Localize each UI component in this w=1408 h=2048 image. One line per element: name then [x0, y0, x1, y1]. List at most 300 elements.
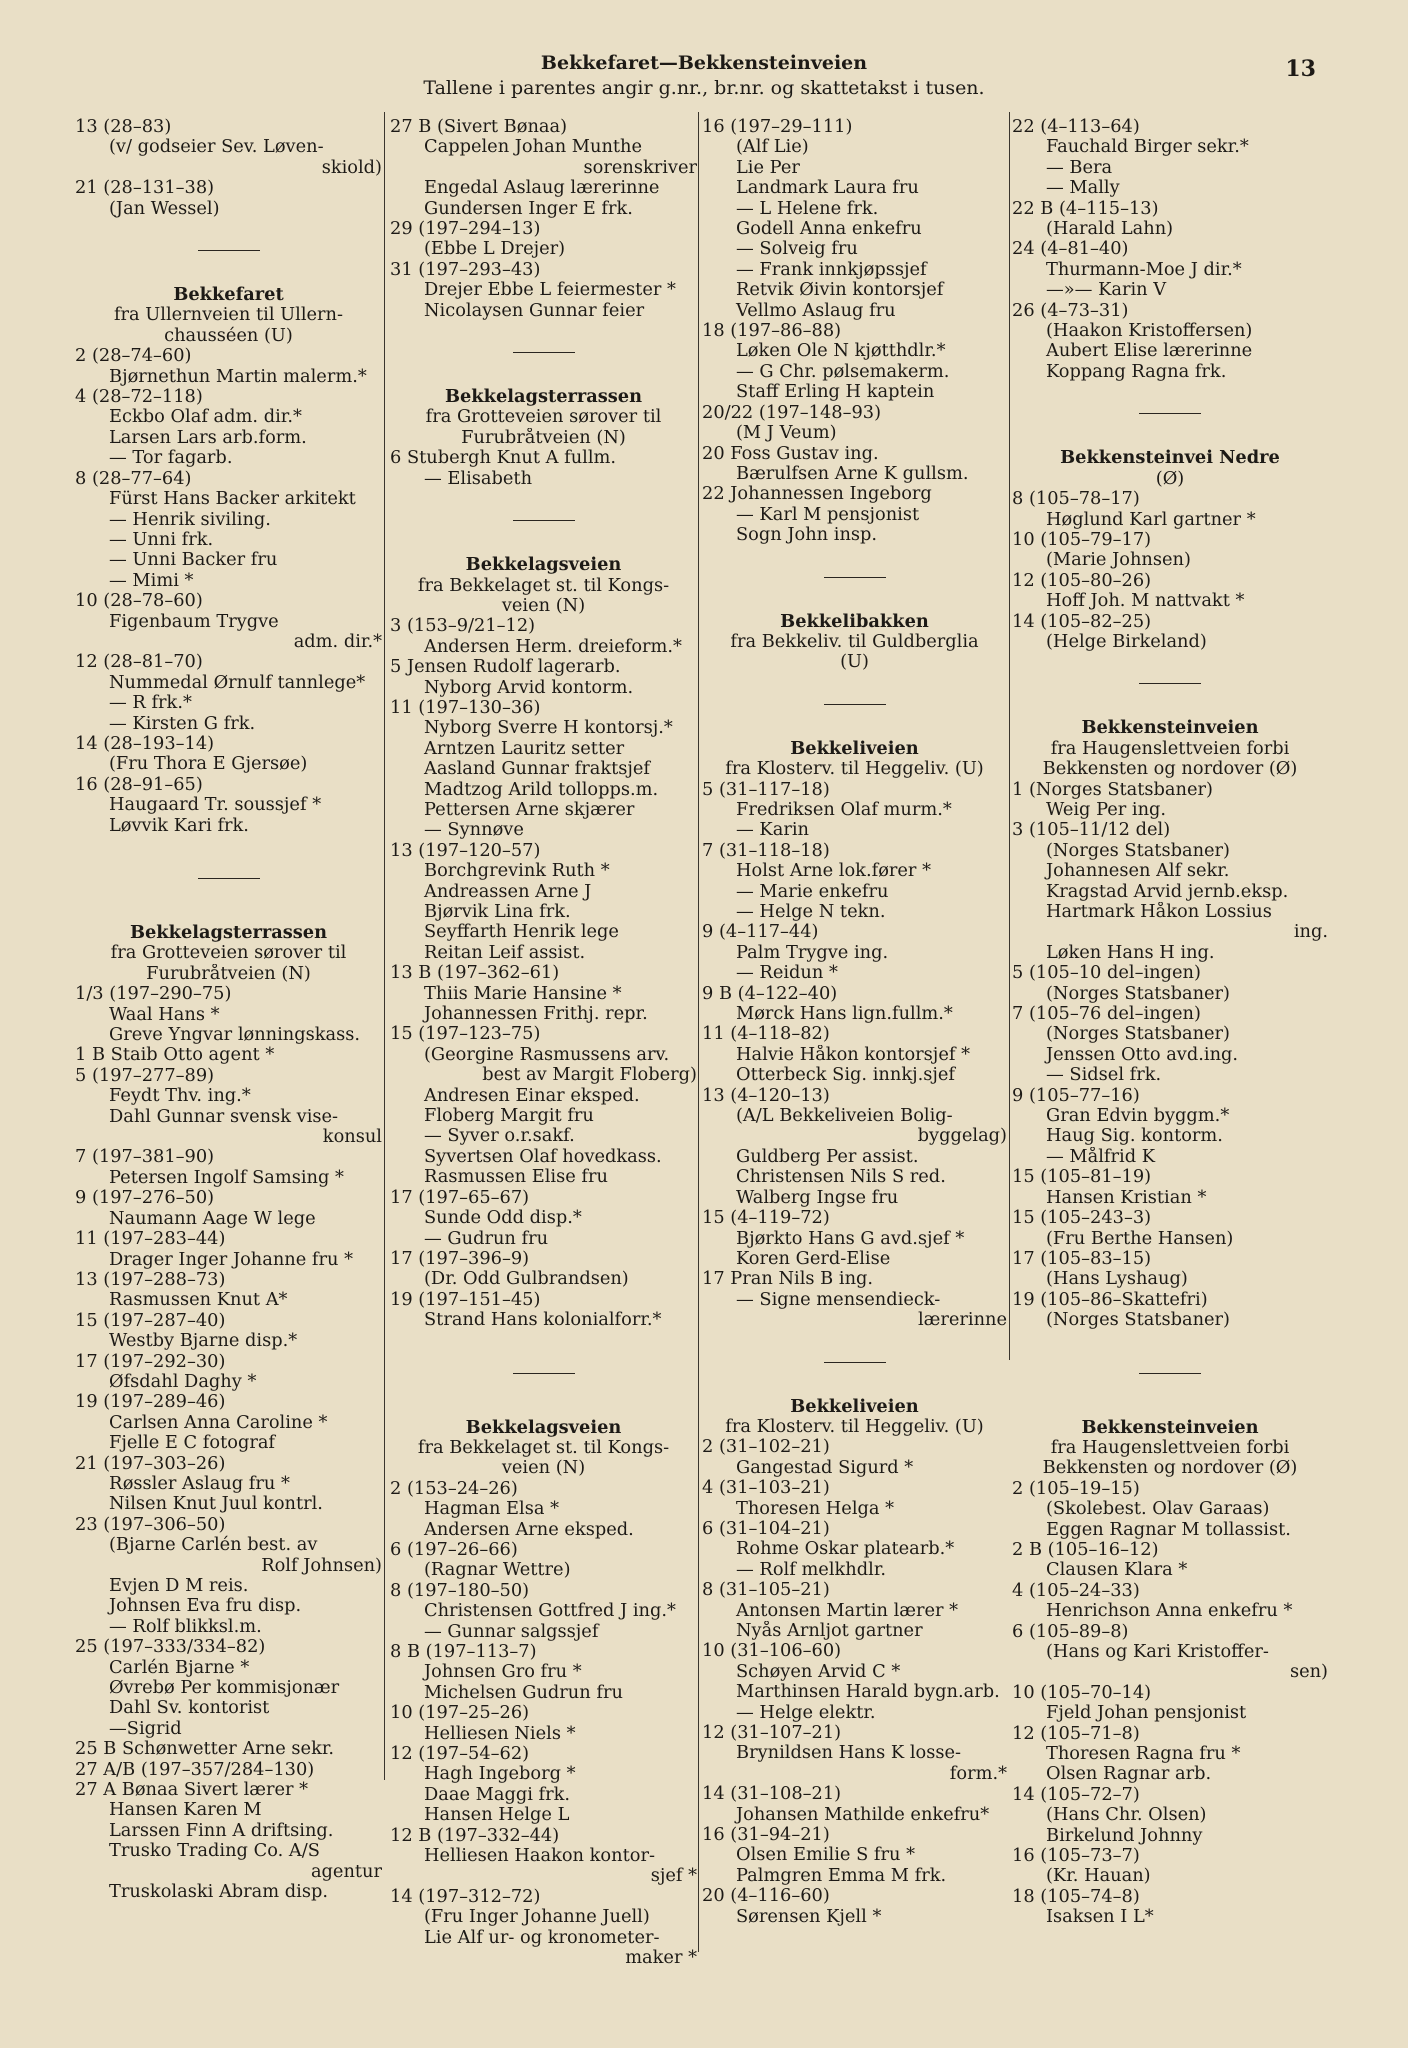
section-divider: [513, 352, 575, 353]
entry-resident: sjef *: [650, 1866, 697, 1887]
entry-resident: Nyborg Arvid kontorm.: [424, 677, 634, 698]
section-divider: [513, 520, 575, 521]
entry-resident: Waal Hans *: [109, 1004, 220, 1025]
entry-address: 14 (105–72–7): [1012, 1784, 1140, 1805]
street-description: veien (N): [501, 595, 586, 616]
entry-resident: Bærulfsen Arne K gullsm.: [736, 463, 969, 484]
entry-address: 31 (197–293–43): [390, 259, 541, 280]
entry-resident: Helliesen Haakon kontor-: [424, 1846, 655, 1867]
entry-resident: — Unni frk.: [109, 529, 214, 550]
entry-resident: — Bera: [1046, 157, 1113, 178]
entry-address: 17 (197–65–67): [390, 1187, 530, 1208]
entry-resident: Hansen Karen M: [109, 1800, 262, 1821]
entry-address: 19 (197–151–45): [390, 1289, 541, 1310]
entry-resident: — Karl M pensjonist: [736, 504, 920, 525]
entry-resident: Høglund Karl gartner *: [1046, 509, 1256, 530]
entry-resident: Øvrebø Per kommisjonær: [109, 1678, 340, 1699]
entry-address: 19 (197–289–46): [75, 1392, 226, 1413]
entry-resident: Fürst Hans Backer arkitekt: [109, 489, 356, 510]
entry-resident: Bjørkto Hans G avd.sjef *: [736, 1228, 965, 1249]
column-3: [702, 117, 1007, 1927]
entry-resident: sen): [1289, 1662, 1328, 1683]
entry-resident: Olsen Ragnar arb.: [1046, 1764, 1212, 1785]
entry-resident: Isaksen I L*: [1046, 1907, 1154, 1928]
entry-resident: skiold): [321, 157, 382, 178]
page-number: 13: [1285, 56, 1316, 82]
entry-address: 11 (197–130–36): [390, 697, 541, 718]
entry-resident: — Gudrun fru: [424, 1228, 549, 1249]
street-heading: Bekkensteinveien: [1081, 718, 1259, 739]
entry-address: 2 (31–102–21): [702, 1437, 830, 1458]
entry-address: 15 (105–243–3): [1012, 1208, 1152, 1229]
entry-address: 12 (105–80–26): [1012, 570, 1152, 591]
entry-resident: Vellmo Aslaug fru: [736, 300, 896, 321]
entry-address: 5 (197–277–89): [75, 1065, 215, 1086]
entry-resident: Hansen Kristian *: [1046, 1187, 1207, 1208]
entry-resident: Fauchald Birger sekr.*: [1046, 137, 1249, 158]
street-description: chausséen (U): [164, 325, 293, 346]
entry-address: 22 Johannessen Ingeborg: [702, 484, 932, 505]
entry-resident: Øfsdahl Daghy *: [109, 1371, 257, 1392]
entry-resident: (Fru Inger Johanne Juell): [424, 1907, 650, 1928]
entry-resident: (Norges Statsbaner): [1046, 983, 1230, 1004]
entry-resident: Bjørvik Lina frk.: [424, 902, 571, 922]
entry-resident: Guldberg Per assist.: [736, 1146, 919, 1167]
entry-resident: (Ebbe L Drejer): [424, 239, 566, 260]
entry-resident: Christensen Gottfred J ing.*: [424, 1601, 676, 1622]
entry-address: 18 (197–86–88): [702, 321, 842, 342]
street-heading: Bekkeliveien: [790, 1396, 919, 1417]
entry-resident: Andreassen Arne J: [424, 881, 592, 902]
entry-resident: —»— Karin V: [1046, 280, 1167, 301]
entry-address: 21 (197–303–26): [75, 1453, 226, 1474]
entry-resident: Nicolaysen Gunnar feier: [424, 300, 645, 321]
street-description: fra Klosterv. til Heggeliv. (U): [725, 1416, 984, 1437]
street-description: fra Haugenslettveien forbi: [1050, 738, 1290, 759]
entry-address: 12 (105–71–8): [1012, 1723, 1140, 1744]
entry-resident: (Dr. Odd Gulbrandsen): [424, 1269, 629, 1290]
entry-resident: lærerinne: [917, 1310, 1007, 1331]
entry-resident: Rasmussen Knut A*: [109, 1290, 288, 1311]
entry-address: 12 (31–107–21): [702, 1723, 842, 1744]
entry-resident: Retvik Øivin kontorsjef: [736, 280, 944, 301]
entry-resident: — Sidsel frk.: [1046, 1065, 1162, 1086]
entry-resident: (Alf Lie): [736, 137, 809, 158]
entry-address: 6 (105–89–8): [1012, 1621, 1129, 1642]
entry-resident: Christensen Nils S red.: [736, 1167, 946, 1188]
entry-address: 5 Jensen Rudolf lagerarb.: [390, 657, 621, 678]
entry-resident: Daae Maggi frk.: [424, 1784, 571, 1805]
entry-address: 13 B (197–362–61): [390, 963, 560, 984]
section-divider: [824, 1362, 886, 1363]
street-description: fra Bekkelaget st. til Kongs-: [417, 1437, 670, 1458]
entry-resident: Nyås Arnljot gartner: [736, 1621, 923, 1641]
entry-resident: Otterbeck Sig. innkj.sjef: [736, 1065, 956, 1086]
street-description: (Ø): [1155, 468, 1185, 489]
entry-resident: Sørensen Kjell *: [736, 1906, 882, 1927]
entry-resident: Carlén Bjarne *: [109, 1657, 250, 1678]
entry-address: 6 (31–104–21): [702, 1518, 830, 1539]
entry-resident: — Solveig fru: [736, 239, 858, 260]
entry-resident: (v/ godseier Sev. Løven-: [109, 137, 324, 158]
entry-resident: — Syver o.r.sakf.: [424, 1126, 575, 1147]
entry-resident: Drejer Ebbe L feiermester *: [424, 280, 676, 301]
entry-resident: Jenssen Otto avd.ing.: [1046, 1044, 1239, 1065]
entry-address: 12 (28–81–70): [75, 652, 203, 673]
street-description: Furubråtveien (N): [146, 963, 311, 984]
entry-address: 4 (31–103–21): [702, 1478, 830, 1499]
entry-resident: Eggen Ragnar M tollassist.: [1046, 1519, 1291, 1540]
entry-resident: Rohme Oskar platearb.*: [736, 1539, 955, 1560]
entry-resident: Haugaard Tr. soussjef *: [109, 795, 322, 816]
entry-resident: — Signe mensendieck-: [736, 1289, 941, 1310]
street-description: fra Grotteveien sørover til: [110, 943, 347, 964]
entry-address: 4 (105–24–33): [1012, 1580, 1140, 1601]
entry-resident: (Fru Thora E Gjersøe): [109, 754, 308, 775]
entry-resident: Løvvik Kari frk.: [109, 815, 249, 836]
entry-resident: Rolf Johnsen): [261, 1555, 382, 1576]
street-heading: Bekkefaret: [173, 285, 284, 306]
entry-resident: (Norges Statsbaner): [1046, 1310, 1230, 1331]
entry-resident: Hansen Helge L: [424, 1805, 570, 1826]
entry-resident: form.*: [949, 1763, 1007, 1784]
entry-address: 2 (105–19–15): [1012, 1478, 1140, 1499]
entry-address: 19 (105–86–Skattefri): [1012, 1289, 1208, 1310]
entry-resident: Palmgren Emma M frk.: [736, 1865, 947, 1886]
entry-resident: (Hans Chr. Olsen): [1046, 1805, 1207, 1826]
street-heading: Bekkelagsveien: [465, 555, 622, 576]
entry-resident: (Jan Wessel): [109, 198, 220, 219]
street-description: Bekkensten og nordover (Ø): [1042, 1458, 1298, 1479]
entry-address: 17 (105–83–15): [1012, 1248, 1152, 1269]
entry-resident: — Synnøve: [424, 820, 524, 841]
entry-resident: Hartmark Håkon Lossius: [1046, 902, 1272, 922]
entry-resident: (Fru Berthe Hansen): [1046, 1228, 1234, 1249]
street-description: fra Bekkelaget st. til Kongs-: [417, 575, 670, 596]
entry-resident: maker *: [625, 1948, 697, 1969]
entry-resident: (Georgine Rasmussens arv.: [424, 1044, 670, 1065]
entry-resident: — Mimi *: [109, 570, 194, 591]
entry-address: 29 (197–294–13): [390, 219, 541, 240]
entry-address: 5 (105–10 del–ingen): [1012, 963, 1201, 984]
entry-resident: Johnsen Gro fru *: [424, 1662, 582, 1683]
entry-address: 3 (105–11/12 del): [1012, 820, 1171, 841]
entry-address: 11 (197–283–44): [75, 1229, 226, 1250]
entry-resident: Larsen Lars arb.form.: [109, 427, 307, 448]
entry-address: 7 (105–76 del–ingen): [1012, 1004, 1201, 1025]
entry-address: 16 (31–94–21): [702, 1825, 830, 1846]
page-title: Bekkefaret—Bekkensteinveien: [540, 52, 868, 74]
entry-resident: Hagh Ingeborg *: [424, 1764, 576, 1785]
entry-resident: Godell Anna enkefru: [736, 219, 922, 240]
entry-resident: — Mally: [1046, 178, 1120, 199]
entry-resident: (Skolebest. Olav Garaas): [1046, 1499, 1270, 1520]
entry-resident: Røssler Aslaug fru *: [109, 1473, 290, 1494]
section-divider: [198, 878, 260, 879]
entry-resident: Pettersen Arne skjærer: [424, 799, 635, 820]
entry-address: 14 (197–312–72): [390, 1886, 541, 1907]
entry-resident: Truskolaski Abram disp.: [109, 1882, 329, 1903]
entry-resident: (Harald Lahn): [1046, 219, 1174, 240]
entry-address: 15 (197–123–75): [390, 1024, 541, 1045]
entry-resident: Cappelen Johan Munthe: [424, 137, 643, 158]
entry-resident: — Henrik siviling.: [109, 509, 271, 530]
entry-address: 5 (31–117–18): [702, 779, 830, 800]
entry-resident: Johannessen Frithj. repr.: [424, 1004, 648, 1025]
entry-address: 4 (28–72–118): [75, 387, 203, 408]
entry-resident: Løken Ole N kjøtthdlr.*: [736, 341, 946, 362]
entry-resident: — Tor fagarb.: [109, 448, 233, 469]
entry-resident: byggelag): [917, 1126, 1007, 1147]
entry-resident: — Reidun *: [736, 963, 838, 984]
entry-address: 21 (28–131–38): [75, 178, 215, 199]
entry-resident: Koppang Ragna frk.: [1046, 361, 1227, 382]
street-heading: Bekkeliveien: [790, 738, 919, 759]
entry-resident: konsul: [322, 1127, 382, 1148]
entry-resident: Brynildsen Hans K losse-: [736, 1743, 962, 1764]
entry-resident: best av Margit Floberg): [482, 1065, 697, 1086]
entry-resident: Greve Yngvar lønningskass.: [109, 1025, 361, 1046]
street-heading: Bekkelagsterrassen: [129, 923, 328, 943]
entry-address: 2 (153–24–26): [390, 1478, 518, 1499]
entry-resident: Marthinsen Harald bygn.arb.: [736, 1682, 1000, 1703]
entry-resident: Nilsen Knut Juul kontrl.: [109, 1494, 323, 1515]
column-2: [390, 117, 697, 1969]
entry-resident: Fredriksen Olaf murm.*: [736, 799, 952, 820]
entry-resident: Floberg Margit fru: [424, 1106, 594, 1127]
entry-resident: Nummedal Ørnulf tannlege*: [109, 672, 366, 693]
entry-resident: adm. dir.*: [293, 631, 382, 652]
street-heading: Bekkelagsterrassen: [444, 387, 643, 408]
entry-resident: Johansen Mathilde enkefru*: [736, 1804, 990, 1825]
entry-address: 27 A Bønaa Sivert lærer *: [75, 1780, 309, 1801]
entry-resident: Sunde Odd disp.*: [424, 1208, 582, 1229]
entry-resident: Naumann Aage W lege: [109, 1208, 316, 1229]
entry-address: 7 (31–118–18): [702, 840, 830, 861]
page-subtitle: Tallene i parentes angir g.nr., br.nr. og skattetakst i tusen.: [423, 77, 985, 99]
entry-resident: — Unni Backer fru: [109, 550, 278, 571]
entry-address: 7 (197–381–90): [75, 1147, 215, 1168]
street-description: fra Bekkeliv. til Guldberglia: [730, 631, 979, 652]
entry-resident: Fjeld Johan pensjonist: [1046, 1703, 1247, 1724]
entry-resident: Gundersen Inger E frk.: [424, 198, 633, 219]
entry-resident: Madtzog Arild tollopps.m.: [424, 779, 659, 800]
entry-resident: ing.: [1293, 922, 1328, 943]
entry-address: 10 (105–79–17): [1012, 529, 1152, 550]
entry-resident: Helliesen Niels *: [424, 1723, 576, 1744]
entry-resident: Gangestad Sigurd *: [736, 1457, 914, 1478]
entry-resident: Koren Gerd-Elise: [736, 1248, 891, 1269]
entry-address: 13 (4–120–13): [702, 1085, 830, 1106]
entry-resident: Nyborg Sverre H kontorsj.*: [424, 718, 673, 739]
entry-address: 22 B (4–115–13): [1012, 198, 1159, 219]
entry-resident: Mørck Hans lign.fullm.*: [736, 1004, 953, 1025]
entry-address: 8 (197–180–50): [390, 1580, 530, 1601]
column-divider: [698, 112, 699, 1952]
entry-resident: — Kirsten G frk.: [109, 713, 256, 734]
entry-resident: Weig Per ing.: [1046, 799, 1167, 820]
entry-address: 15 (105–81–19): [1012, 1167, 1152, 1188]
entry-resident: (Hans og Kari Kristoffer-: [1046, 1642, 1269, 1662]
entry-resident: Andersen Arne eksped.: [424, 1519, 634, 1540]
entry-resident: — Marie enkefru: [736, 881, 889, 902]
entry-resident: Evjen D M reis.: [109, 1576, 249, 1596]
entry-resident: Walberg Ingse fru: [736, 1187, 899, 1208]
section-divider: [1139, 683, 1201, 684]
street-heading: Bekkelibakken: [780, 611, 929, 632]
entry-resident: —Sigrid: [109, 1718, 182, 1739]
street-description: veien (N): [501, 1458, 586, 1479]
entry-address: 13 (197–120–57): [390, 840, 541, 861]
entry-address: 18 (105–74–8): [1012, 1886, 1140, 1907]
entry-address: 9 B (4–122–40): [702, 983, 838, 1004]
entry-resident: — Rolf melkhdlr.: [736, 1559, 887, 1580]
entry-resident: (Hans Lyshaug): [1046, 1269, 1188, 1290]
entry-resident: Petersen Ingolf Samsing *: [109, 1167, 344, 1188]
entry-resident: Antonsen Martin lærer *: [736, 1600, 959, 1621]
entry-resident: — Elisabeth: [424, 468, 533, 489]
entry-address: 22 (4–113–64): [1012, 117, 1140, 137]
entry-resident: Staff Erling H kaptein: [736, 382, 935, 403]
entry-resident: Thurmann-Moe J dir.*: [1046, 259, 1242, 280]
entry-resident: — G Chr. pølsemakerm.: [736, 361, 950, 382]
entry-address: 1/3 (197–290–75): [75, 984, 232, 1005]
entry-address: 14 (105–82–25): [1012, 611, 1152, 632]
column-4: [1012, 117, 1328, 1928]
entry-address: 8 (31–105–21): [702, 1580, 830, 1601]
entry-address: 6 (197–26–66): [390, 1539, 518, 1560]
entry-address: 8 (105–78–17): [1012, 489, 1140, 510]
entry-address: 13 (28–83): [75, 117, 172, 137]
entry-address: 8 (28–77–64): [75, 468, 192, 489]
entry-resident: (M J Veum): [736, 423, 837, 444]
entry-resident: — Helge N tekn.: [736, 902, 886, 922]
entry-resident: Drager Inger Johanne fru *: [109, 1249, 353, 1270]
entry-address: 10 (31–106–60): [702, 1641, 842, 1662]
entry-address: 10 (28–78–60): [75, 591, 203, 612]
page-header: [0, 52, 1408, 99]
entry-resident: Clausen Klara *: [1046, 1560, 1188, 1581]
entry-address: 13 (197–288–73): [75, 1269, 226, 1290]
section-divider: [824, 577, 886, 578]
entry-resident: — R frk.*: [109, 693, 192, 714]
entry-resident: Andersen Herm. dreieform.*: [424, 636, 682, 657]
entry-resident: Carlsen Anna Caroline *: [109, 1412, 328, 1433]
entry-resident: Thoresen Helga *: [736, 1498, 895, 1519]
entry-address: 15 (197–287–40): [75, 1310, 226, 1331]
entry-resident: (Bjarne Carlén best. av: [109, 1535, 318, 1556]
entry-resident: Halvie Håkon kontorsjef *: [736, 1044, 970, 1065]
entry-address: 25 B Schønwetter Arne sekr.: [75, 1739, 335, 1760]
entry-address: 17 Pran Nils B ing.: [702, 1269, 874, 1290]
entry-address: 27 A/B (197–357/284–130): [75, 1759, 315, 1780]
entry-resident: Engedal Aslaug lærerinne: [424, 178, 660, 199]
entry-resident: sorenskriver: [583, 157, 697, 178]
entry-resident: (Norges Statsbaner): [1046, 1024, 1230, 1045]
entry-address: 20/22 (197–148–93): [702, 402, 882, 423]
entry-address: 9 (105–77–16): [1012, 1085, 1140, 1106]
street-description: Furubråtveien (N): [461, 427, 626, 448]
entry-resident: — Helge elektr.: [736, 1702, 876, 1723]
entry-resident: Schøyen Arvid C *: [736, 1661, 901, 1682]
entry-address: 20 Foss Gustav ing.: [702, 443, 879, 464]
section-divider: [824, 704, 886, 705]
entry-address: 16 (28–91–65): [75, 774, 203, 795]
entry-resident: — Frank innkjøpssjef: [736, 259, 927, 280]
entry-resident: Hoff Joh. M nattvakt *: [1046, 591, 1245, 612]
entry-address: 1 (Norges Statsbaner): [1012, 779, 1213, 800]
column-divider: [384, 112, 385, 1780]
entry-address: 14 (28–193–14): [75, 733, 215, 754]
entry-resident: Eckbo Olaf adm. dir.*: [109, 407, 302, 428]
street-description: fra Haugenslettveien forbi: [1050, 1437, 1290, 1458]
section-divider: [513, 1373, 575, 1374]
entry-address: 2 (28–74–60): [75, 346, 192, 367]
entry-resident: Henrichson Anna enkefru *: [1046, 1601, 1293, 1622]
entry-address: 16 (105–73–7): [1012, 1846, 1140, 1867]
entry-address: 17 (197–396–9): [390, 1248, 530, 1269]
entry-resident: Aasland Gunnar fraktsjef: [424, 759, 650, 780]
entry-address: 8 B (197–113–7): [390, 1642, 537, 1662]
section-divider: [1139, 1373, 1201, 1374]
entry-resident: Johannesen Alf sekr.: [1046, 861, 1230, 882]
entry-resident: (Haakon Kristoffersen): [1046, 321, 1253, 342]
entry-address: 6 Stubergh Knut A fullm.: [390, 448, 617, 469]
entry-resident: Thoresen Ragna fru *: [1046, 1744, 1241, 1765]
entry-address: 2 B (105–16–12): [1012, 1539, 1159, 1560]
entry-address: 12 (197–54–62): [390, 1744, 530, 1765]
entry-address: 14 (31–108–21): [702, 1784, 842, 1805]
entry-resident: — L Helene frk.: [736, 198, 879, 219]
entry-resident: Kragstad Arvid jernb.eksp.: [1046, 881, 1289, 902]
entry-resident: Thiis Marie Hansine *: [424, 983, 622, 1004]
column-divider: [1009, 112, 1010, 1360]
entry-address: 23 (197–306–50): [75, 1514, 226, 1535]
entry-resident: — Rolf blikksl.m.: [109, 1616, 262, 1637]
entry-resident: (Helge Birkeland): [1046, 631, 1207, 652]
entry-resident: Bjørnethun Martin malerm.*: [109, 366, 367, 387]
entry-resident: Holst Arne lok.fører *: [736, 861, 931, 882]
street-heading: Bekkensteinveien: [1081, 1417, 1259, 1438]
entry-resident: Aubert Elise lærerinne: [1046, 341, 1253, 362]
entry-resident: Michelsen Gudrun fru: [424, 1682, 623, 1703]
entry-resident: Lie Per: [736, 157, 800, 178]
entry-address: 1 B Staib Otto agent *: [75, 1045, 275, 1066]
entry-address: 20 (4–116–60): [702, 1886, 830, 1907]
entry-resident: Dahl Sv. kontorist: [109, 1698, 270, 1719]
entry-resident: — Gunnar salgssjef: [424, 1621, 599, 1642]
entry-resident: Seyffarth Henrik lege: [424, 922, 619, 943]
entry-resident: (Marie Johnsen): [1046, 550, 1191, 571]
entry-resident: Trusko Trading Co. A/S: [109, 1841, 320, 1862]
section-divider: [198, 250, 260, 251]
entry-resident: Figenbaum Trygve: [109, 611, 279, 632]
entry-resident: Larssen Finn A driftsing.: [109, 1820, 334, 1841]
entry-resident: Reitan Leif assist.: [424, 942, 586, 963]
entry-resident: agentur: [310, 1861, 382, 1882]
entry-address: 26 (4–73–31): [1012, 300, 1129, 321]
street-description: Bekkensten og nordover (Ø): [1042, 759, 1298, 780]
entry-address: 9 (4–117–44): [702, 922, 819, 943]
street-description: fra Klosterv. til Heggeliv. (U): [725, 759, 984, 780]
entry-address: 10 (105–70–14): [1012, 1682, 1152, 1703]
entry-resident: Arntzen Lauritz setter: [424, 738, 625, 759]
entry-resident: Lie Alf ur- og kronometer-: [424, 1927, 660, 1948]
entry-resident: (A/L Bekkeliveien Bolig-: [736, 1106, 953, 1127]
entry-resident: Løken Hans H ing.: [1046, 942, 1215, 963]
street-description: fra Grotteveien sørover til: [425, 407, 662, 428]
street-heading: Bekkensteinvei Nedre: [1060, 448, 1280, 469]
